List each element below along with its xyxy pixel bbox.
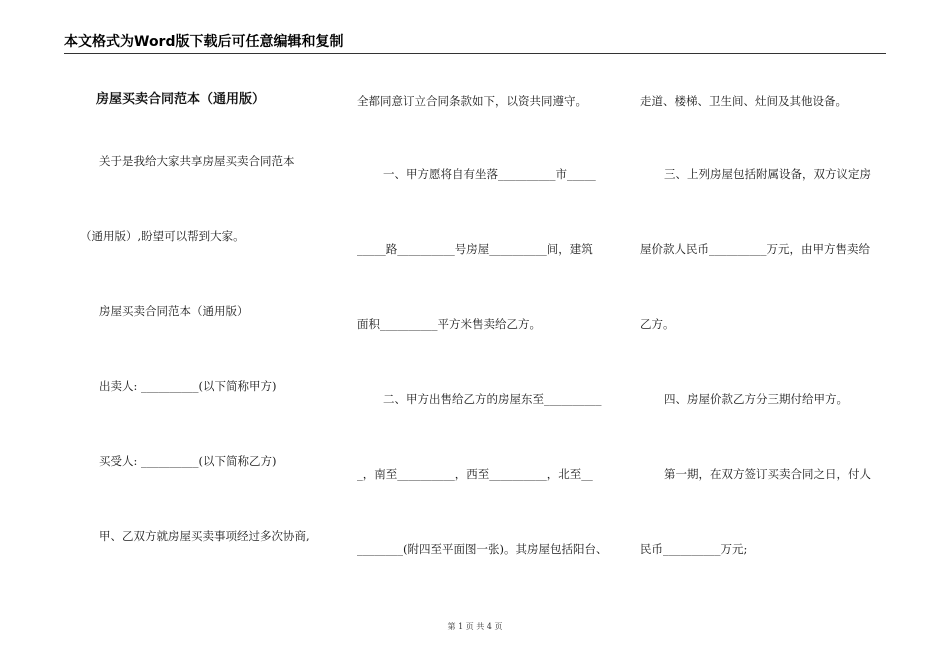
text-line: 民币__________万元; [640, 542, 748, 556]
text-line: 四、房屋价款乙方分三期付给甲方。 [664, 392, 848, 406]
text-line: ________(附四至平面图一张)。其房屋包括阳台、 [357, 542, 608, 556]
header-title: 本文格式为Word版下载后可任意编辑和复制 [64, 34, 344, 50]
text-line: 全都同意订立合同条款如下，以资共同遵守。 [357, 94, 587, 108]
document-title: 房屋买卖合同范本（通用版） [96, 92, 266, 107]
page-header [64, 34, 886, 54]
text-line: 面积__________平方米售卖给乙方。 [357, 317, 541, 331]
text-line: 关于是我给大家共享房屋买卖合同范本 [99, 154, 295, 168]
text-line: 出卖人: __________(以下简称甲方) [99, 379, 277, 393]
text-line: 屋价款人民币__________万元，由甲方售卖给 [640, 242, 870, 256]
text-line: 甲、乙双方就房屋买卖事项经过多次协商, [99, 529, 310, 543]
text-line: 第一期，在双方签订买卖合同之日，付人 [664, 467, 871, 481]
text-line: 二、甲方出售给乙方的房屋东至__________ [383, 392, 602, 406]
text-line: 一、甲方愿将自有坐落__________市_____ [383, 167, 596, 181]
text-line: 房屋买卖合同范本（通用版） [99, 304, 249, 318]
text-line: （通用版）,盼望可以帮到大家。 [80, 229, 245, 243]
text-line: 买受人: __________(以下简称乙方) [99, 454, 277, 468]
text-line: 走道、楼梯、卫生间、灶间及其他设备。 [640, 94, 847, 108]
page-number: 第 1 页 共 4 页 [447, 622, 503, 631]
text-line: 乙方。 [640, 317, 675, 331]
text-line: _____路__________号房屋__________间，建筑 [357, 242, 593, 256]
text-line: _，南至__________，西至__________，北至__ [357, 467, 593, 481]
text-line: 三、上列房屋包括附属设备，双方议定房 [664, 167, 871, 181]
